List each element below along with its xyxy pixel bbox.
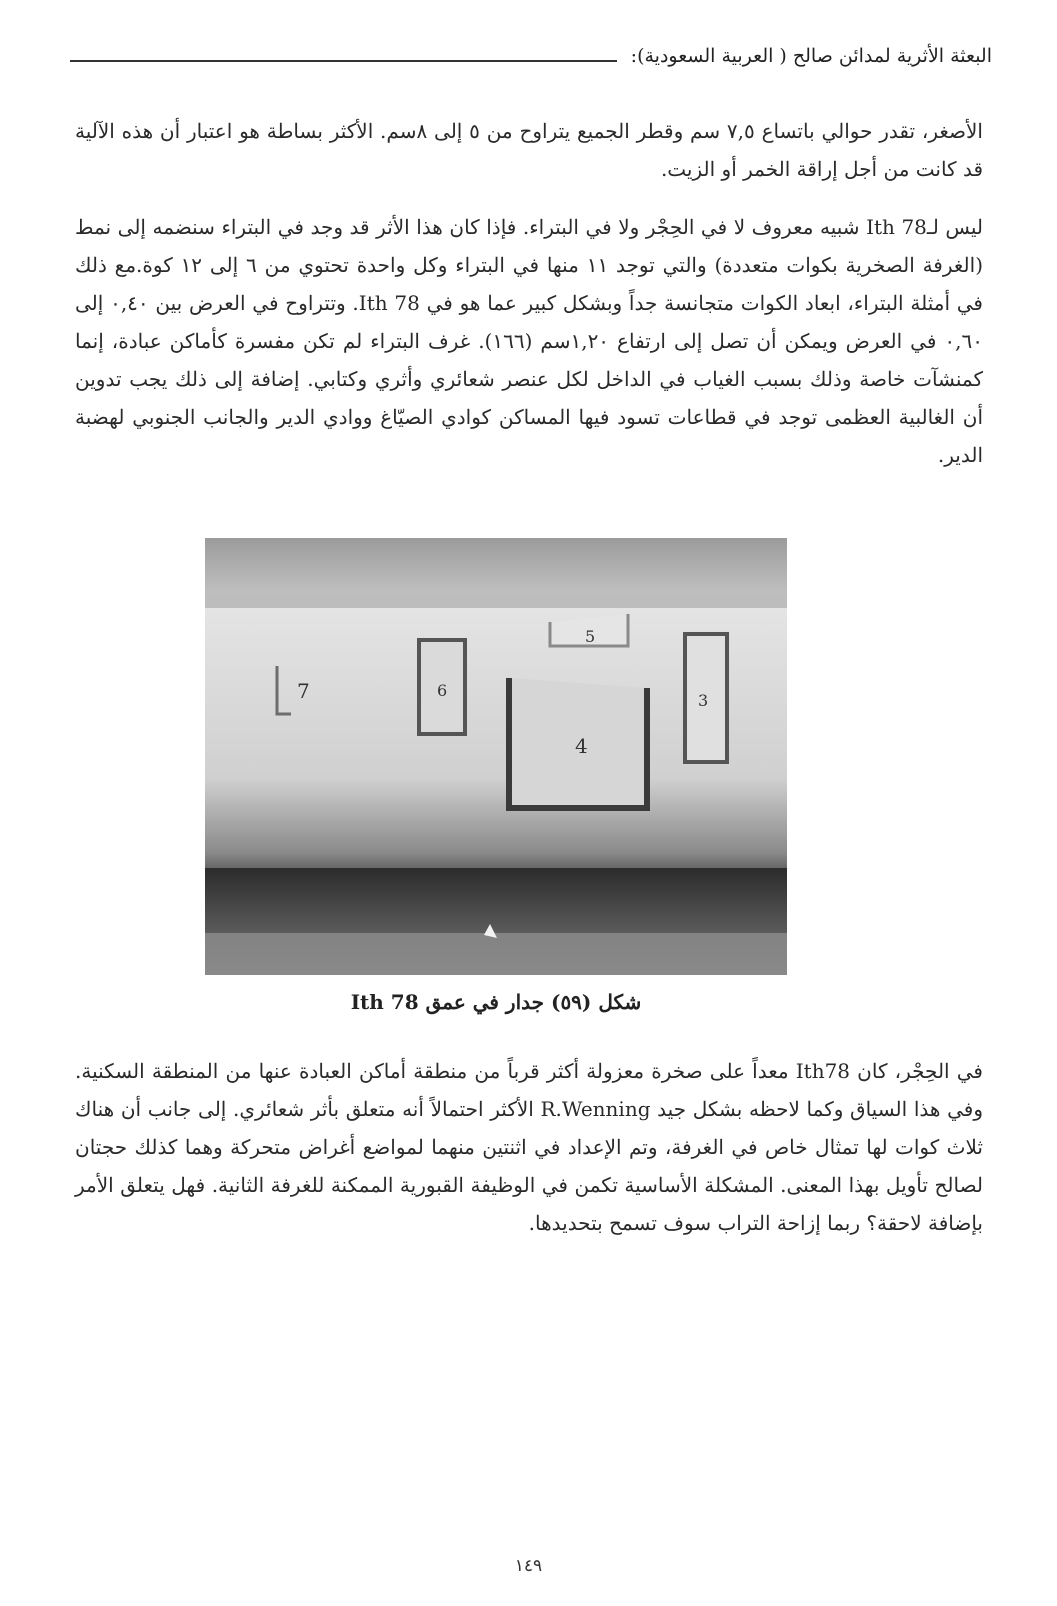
paragraph-2-text: ليس لـ78 Ith شبيه معروف لا في الحِجْر ولا في البتراء. فإذا كان هذا الأثر قد وجد في البتراء سنضمه إلى نمط (الغرفة الصخرية بكوات متعددة) والتي توجد ١١ منها في البتراء وكل واحدة تحتوي من ٦ إلى ١٢ كوة.مع ذلك في أمثلة البتراء، ابعاد الكوات متجانسة جداً وبشكل كبير عما هو في Ith 78. وتتراوح في العرض بين ٠,٤٠ إلى ٠,٦٠ في العرض ويمكن أن تصل إلى ارتفاع ١,٢٠سم (١٦٦). غرف البتراء لم تكن مفسرة كأماكن عبادة، إنما كمنشآت خاصة وذلك بسبب الغياب في الداخل لكل عنصر شعائري وأثري وكتابي. إضافة إلى ذلك يجب تدوين أن الغالبية العظمى توجد في قطاعات تسود فيها المساكن كوادي الصيّاغ ووادي الدير والجانب الجنوبي لهضبة الدير.: [75, 215, 984, 467]
running-header: [70, 36, 992, 76]
niche-6-label: 6: [437, 681, 448, 700]
figure-wall-photo: [205, 538, 787, 975]
niche-4-label: 4: [575, 734, 588, 758]
paragraph-1: [75, 112, 983, 188]
figure-caption: شكل (٥٩) جدار في عمق Ith 78: [350, 990, 642, 1014]
paragraph-3-text: في الحِجْر، كان Ith78 معداً على صخرة معزولة أكثر قرباً من منطقة أماكن العبادة عنها من المنطقة السكنية. وفي هذا السياق وكما لاحظه بشكل جيد R.Wenning الأكثر احتمالاً أنه متعلق بأثر شعائري. إلى جانب أن هناك ثلاث كوات لها تمثال خاص في الغرفة، وتم الإعداد في اثنتين منهما لمواضع أغراض متحركة وهما كذلك حجتان لصالح تأويل بهذا المعنى. المشكلة الأساسية تكمن في الوظيفة القبورية الممكنة للغرفة الثانية. فهل يتعلق الأمر بإضافة لاحقة؟ ربما إزاحة التراب سوف تسمح بتحديدها.: [75, 1059, 983, 1235]
ground-foreground: [205, 933, 787, 975]
page-number: ١٤٩: [514, 1556, 543, 1576]
niche-4: [509, 678, 647, 808]
upper-rock-shadow: [205, 538, 787, 608]
header-title: البعثة الأثرية لمدائن صالح ( العربية السعودية):: [630, 45, 992, 67]
paragraph-2: [75, 208, 983, 474]
niche-7-label: 7: [297, 679, 310, 703]
niche-5-label: 5: [585, 627, 596, 646]
niche-3: [685, 634, 727, 762]
niche-3-label: 3: [698, 691, 709, 710]
header-rule: [70, 60, 617, 62]
paragraph-1-text: الأصغر، تقدر حوالي باتساع ٧,٥ سم وقطر الجميع يتراوح من ٥ إلى ٨سم. الأكثر بساطة هو اعتبار أن هذه الآلية قد كانت من أجل إراقة الخمر أو الزيت.: [75, 119, 983, 181]
niche-6: [419, 640, 465, 734]
wall-photo-graphic: [205, 538, 787, 975]
paragraph-3: [75, 1052, 983, 1242]
